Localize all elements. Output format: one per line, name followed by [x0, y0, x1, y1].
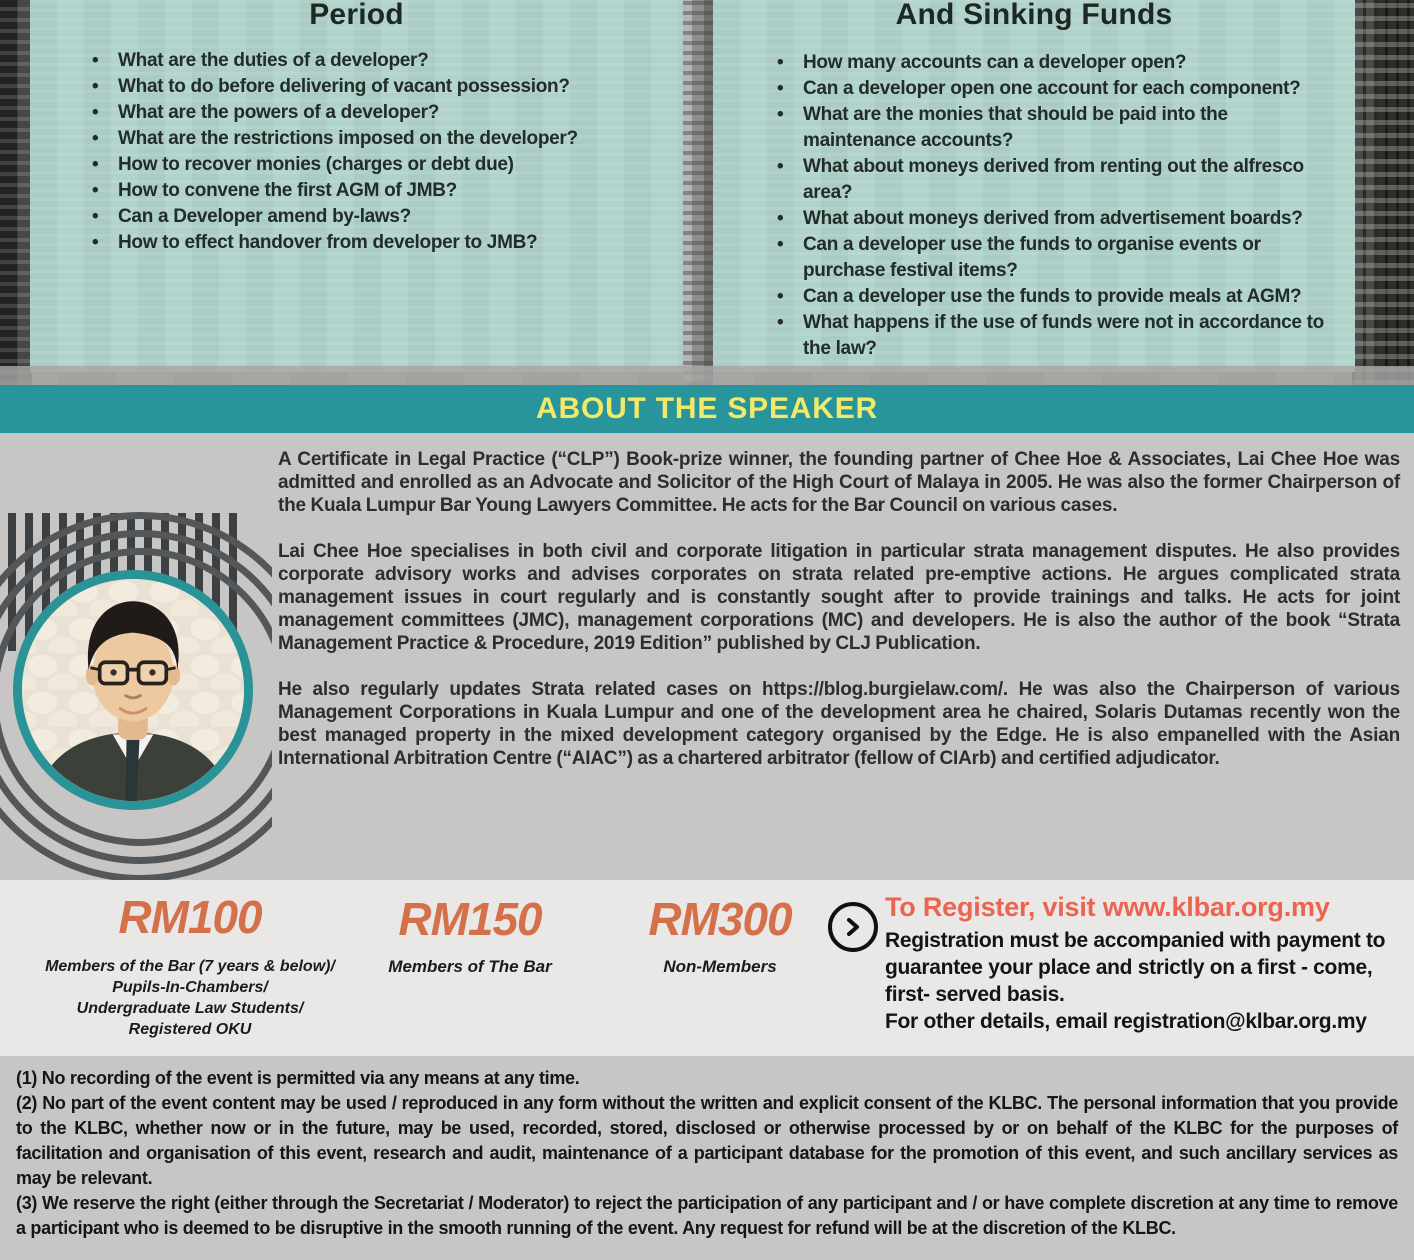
speaker-bio-text — [278, 448, 1400, 793]
city-buildings-left — [0, 0, 32, 385]
topics-panel-developer-period — [30, 0, 683, 372]
city-background — [0, 0, 1414, 385]
price-value: RM300 — [648, 893, 792, 945]
terms-section — [0, 1056, 1414, 1260]
topic-bullet: • What are the monies that should be paid into the maintenance accounts? — [803, 102, 1333, 154]
topic-bullet: • What about moneys derived from advertisement boards? — [803, 206, 1333, 232]
price-tier-rm300 — [595, 892, 845, 977]
speaker-photo — [13, 570, 253, 810]
audience-line: Pupils-In-Chambers/ — [112, 979, 268, 996]
topic-bullet: • How to effect handover from developer to JMB? — [118, 230, 661, 256]
speaker-bio-section — [0, 433, 1414, 880]
topic-bullet: • What about moneys derived from renting out the alfresco area? — [803, 154, 1333, 206]
topic-bullet: • Can a developer use the funds to organise events or purchase festival items? — [803, 232, 1333, 284]
register-terms: Registration must be accompanied with payment to guarantee your place and strictly on a first - come, first- served basis. — [885, 929, 1386, 1006]
topic-list — [30, 32, 683, 256]
audience-line: Undergraduate Law Students/ — [76, 1000, 304, 1017]
price-audience: Members of The Bar — [388, 957, 552, 976]
topic-bullet: • Can a developer use the funds to provide meals at AGM? — [803, 284, 1333, 310]
audience-line: Members of the Bar (7 years & below)/ — [45, 958, 335, 975]
panel-title: And Sinking Funds — [895, 0, 1173, 31]
registration-info — [885, 892, 1400, 1035]
topics-panel-sinking-funds — [713, 0, 1355, 372]
price-tier-rm100 — [35, 890, 345, 1040]
topic-bullet: • Can a developer open one account for each component? — [803, 76, 1333, 102]
topic-bullet: • How to convene the first AGM of JMB? — [118, 178, 661, 204]
term-item: (1) No recording of the event is permitted via any means at any time. — [16, 1068, 580, 1088]
topic-bullet: • What happens if the use of funds were not in accordance to the law? — [803, 310, 1333, 362]
bio-paragraph: Lai Chee Hoe specialises in both civil and corporate litigation in particular strata management disputes. He also provides corporate advisory works and advises corporates on strata related pre-emptive actions. He argues complicated strata management issues in court regularly and is constantly sought after to provide trainings and talks. He acts for joint management committees (JMC), management corporations (MC) and developers. He is also the author of the book “Strata Management Practice & Procedure, 2019 Edition” published by CLJ Publication. — [278, 541, 1400, 654]
topic-list — [713, 32, 1355, 362]
topic-bullet: • What are the restrictions imposed on the developer? — [118, 126, 661, 152]
bio-paragraph: A Certificate in Legal Practice (“CLP”) Book-prize winner, the founding partner of Chee Hoe & Associates, Lai Chee Hoe was admitted and enrolled as an Advocate and Solicitor of the High Court of Malaya in 2005. He was also the former Chairperson of the Kuala Lumpur Bar Young Lawyers Committee. He acts for the Bar Council on various cases. — [278, 449, 1400, 516]
city-buildings-right — [1352, 0, 1414, 385]
city-buildings-middle — [683, 0, 713, 385]
register-email: For other details, email registration@klbar.org.my — [885, 1010, 1367, 1033]
price-tier-rm150 — [345, 892, 595, 977]
topic-bullet: • What are the powers of a developer? — [118, 100, 661, 126]
price-value: RM100 — [118, 891, 262, 943]
pricing-section — [0, 880, 1414, 1056]
about-speaker-banner — [0, 385, 1414, 433]
bio-paragraph: He also regularly updates Strata related cases on https://blog.burgielaw.com/. He was also the Chairperson of various Management Corporations in Kuala Lumpur and one of the development area he chaired, Solaris Dutamas recently won the best managed property in the mixed development category organised by the Edge. He is also empanelled with the Asian International Arbitration Centre (“AIAC”) as a chartered arbitrator (fellow of CIArb) and certified adjudicator. — [278, 679, 1400, 769]
topic-bullet: • How many accounts can a developer open? — [803, 50, 1333, 76]
term-item: (2) No part of the event content may be used / reproduced in any form without the written and explicit consent of the KLBC. The personal information that you provide to the KLBC, whether now or in the future, may be used, recorded, stored, disclosed or otherwise processed by or on behalf of the KLBC for the purposes of facilitation and organisation of this event, research and audit, maintenance of a participant database for the promotion of this event, and such ancillary services as may be relevant. — [16, 1093, 1398, 1188]
photo-decoration — [0, 433, 272, 880]
register-url: To Register, visit www.klbar.org.my — [885, 892, 1330, 922]
audience-line: Registered OKU — [128, 1021, 252, 1038]
topic-bullet: • Can a Developer amend by-laws? — [118, 204, 661, 230]
topic-bullet: • How to recover monies (charges or debt due) — [118, 152, 661, 178]
price-value: RM150 — [398, 893, 542, 945]
price-audience: Non-Members — [663, 957, 777, 976]
topic-bullet: • What are the duties of a developer? — [118, 48, 661, 74]
topic-bullet: • What to do before delivering of vacant possession? — [118, 74, 661, 100]
price-audience — [35, 956, 345, 1040]
speaker-portrait-illustration — [22, 579, 244, 801]
section-divider — [0, 366, 1414, 385]
panel-title: Period — [309, 0, 404, 31]
term-item: (3) We reserve the right (either through the Secretariat / Moderator) to reject the participation of any participant and / or have complete discretion at any time to remove a participant who is deemed to be disruptive in the smooth running of the event. Any request for refund will be at the discretion of the KLBC. — [16, 1193, 1398, 1238]
chevron-right-icon — [828, 902, 878, 952]
banner-title: ABOUT THE SPEAKER — [536, 392, 878, 425]
